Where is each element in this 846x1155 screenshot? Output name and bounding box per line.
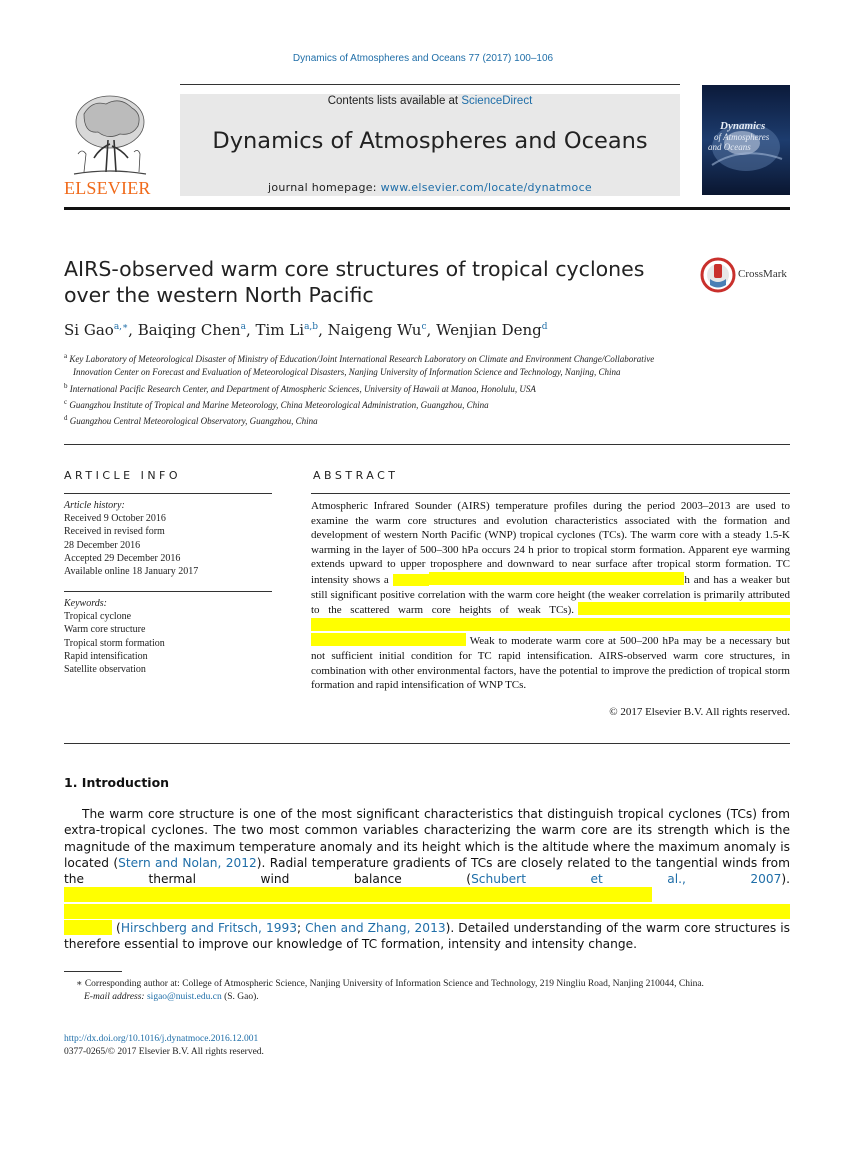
author-name: Naigeng Wu (327, 321, 422, 339)
history-item: Received 9 October 2016 (64, 513, 166, 525)
abstract-divider (311, 493, 790, 494)
article-info-heading: ARTICLE INFO (64, 469, 182, 482)
affiliation-text: Guangzhou Institute of Tropical and Marine Meteorology, China Meteorological Administration, Guangzhou, China (69, 399, 489, 410)
article-info-divider (64, 493, 272, 494)
introduction-heading: 1. Introduction (64, 775, 170, 790)
history-item: Available online 18 January 2017 (64, 566, 199, 578)
abstract-text-2: h and has a weaker but still significant positive correlation with the warm core height (the weaker correlation is primarily attributed to the scattered warm core heights of weak TCs). (311, 573, 790, 617)
cover-title-line3: and Oceans (708, 142, 751, 152)
doi-block (64, 1033, 264, 1059)
footnote-text: Corresponding author at: College of Atmospheric Science, Nanjing University of Information Science and Technology, 219 Ningliu Road, Nanjing 210044, China. (82, 979, 704, 989)
abstract-heading: ABSTRACT (313, 469, 399, 482)
doi-link[interactable]: http://dx.doi.org/10.1016/j.dynatmoce.2016.12.001 (64, 1034, 259, 1044)
email-label: E-mail address: (84, 992, 145, 1002)
affiliation-label: a (64, 352, 68, 360)
contents-available-line (180, 95, 680, 107)
keywords-label: Keywords: (64, 598, 107, 609)
elsevier-wordmark: ELSEVIER (64, 178, 151, 198)
intro-text-6: ). Detailed understanding of the warm core structures is therefore essential to improve our knowledge of TC formation, intensity and intensity change. (64, 921, 790, 952)
highlight-redaction (64, 887, 652, 902)
highlight-redaction (311, 618, 790, 631)
author-separator: , (245, 321, 256, 339)
author-name: Wenjian Deng (436, 321, 542, 339)
email-link[interactable]: sigao@nuist.edu.cn (146, 992, 222, 1002)
journal-homepage-link[interactable]: www.elsevier.com/locate/dynatmoce (380, 181, 592, 194)
cover-title-line2: of Atmospheres (714, 132, 770, 142)
affiliation-label: d (64, 414, 68, 423)
author-name: Baiqing Chen (137, 321, 241, 339)
contents-prefix: Contents lists available at (327, 95, 462, 107)
email-suffix: (S. Gao). (221, 992, 259, 1002)
journal-title: Dynamics of Atmospheres and Oceans (212, 128, 648, 154)
history-item: Accepted 29 December 2016 (64, 552, 181, 564)
intro-text-5: ; (296, 921, 306, 936)
affiliation-text: International Pacific Research Center, and Department of Atmospheric Sciences, University of Hawaii at Manoa, Honolulu, USA (69, 383, 536, 394)
highlight-redaction (578, 602, 790, 615)
keyword-item: Rapid intensification (64, 650, 148, 662)
history-item: 28 December 2016 (64, 539, 141, 551)
cover-title-line1: Dynamics (720, 120, 766, 132)
journal-cover-image (702, 85, 790, 195)
author-name: Si Gao (64, 321, 114, 339)
author-affiliation-marker[interactable]: a,∗ (113, 322, 129, 332)
sciencedirect-link[interactable]: ScienceDirect (461, 95, 533, 107)
affiliation-item (64, 412, 664, 428)
keywords-list (64, 597, 272, 676)
author-separator: , (426, 321, 437, 339)
homepage-prefix: journal homepage: (267, 181, 381, 194)
keyword-item: Tropical storm formation (64, 637, 165, 649)
corresponding-author-footnote (64, 978, 790, 1004)
affiliation-label: b (64, 381, 68, 390)
journal-homepage-line (180, 181, 680, 194)
abstract-text-1: Atmospheric Infrared Sounder (AIRS) temperature profiles during the period 2003–2013 are used to examine the warm core structures and evolution characteristics associated with the formation and development of western North Pacific (WNP) tropical cyclones (TCs). The warm core with a steady 1.5-K warming in the layer of 500–300 hPa occurs 24 h prior to tropical storm formation. Apparent eye warming extends upward to upper troposphere and downward to near surface after tropical storm formation. TC intensity shows a (311, 500, 790, 586)
citation-link[interactable]: Schubert et al., 2007 (471, 872, 782, 887)
keywords-divider (64, 591, 272, 592)
keyword-item: Warm core structure (64, 624, 146, 636)
affiliation-item (64, 350, 664, 380)
affiliation-text: Guangzhou Central Meteorological Observatory, Guangzhou, China (69, 416, 318, 427)
footnote-divider (64, 971, 122, 972)
affiliation-item (64, 396, 664, 412)
crossmark-label[interactable]: CrossMark (738, 268, 787, 280)
citation-link[interactable]: Hirschberg and Fritsch, 1993 (120, 921, 297, 936)
issn-line: 0377-0265/© 2017 Elsevier B.V. All rights reserved. (64, 1047, 264, 1057)
history-label: Article history: (64, 500, 125, 511)
affiliation-item (64, 380, 664, 396)
intro-text-4: ( (112, 921, 121, 936)
author-name: Tim Li (255, 321, 305, 339)
abstract-text-3: Weak to moderate warm core at 500–200 hPa may be a necessary but not sufficient initial condition for TC rapid intensification. AIRS-observed warm core structures, in combination with other environmental factors, have the potential to improve the prediction of tropical storm formation and rapid intensification of WNP TCs. (311, 635, 790, 692)
citation-link[interactable]: Chen and Zhang, 2013 (305, 921, 446, 936)
abstract-body (311, 499, 790, 693)
highlight-redaction (64, 920, 112, 935)
intro-text-3: ). (781, 872, 790, 887)
abstract-end-divider (64, 743, 790, 744)
author-separator: , (128, 321, 138, 339)
author-affiliation-marker[interactable]: a (240, 322, 246, 332)
history-item: Received in revised form (64, 526, 165, 538)
highlight-redaction (311, 633, 466, 646)
author-affiliation-marker[interactable]: d (541, 322, 548, 332)
crossmark-icon[interactable] (700, 257, 736, 293)
footnote-mark: ∗ (76, 979, 83, 989)
highlight-redaction (64, 904, 790, 919)
intro-text-1: The warm core structure is one of the most significant characteristics that distinguish tropical cyclones (TCs) from extra-tropical cyclones. The two most common variables characterizing the warm core are its strength which is the magnitude of the maximum temperature anomaly and its height which is the altitude where the maximum anomaly is located ( (64, 807, 790, 870)
keyword-item: Satellite observation (64, 664, 146, 676)
highlight-redaction (393, 574, 430, 586)
author-separator: , (318, 321, 328, 339)
article-title: AIRS-observed warm core structures of tropical cyclones over the western North Pacific (64, 257, 645, 307)
citation-link[interactable]: Stern and Nolan, 2012 (118, 855, 257, 870)
abstract-copyright: © 2017 Elsevier B.V. All rights reserved. (609, 706, 790, 718)
affiliation-list (64, 350, 664, 428)
journal-reference[interactable]: Dynamics of Atmospheres and Oceans 77 (2017) 100–106 (292, 53, 554, 64)
author-affiliation-marker[interactable]: a,b (304, 322, 319, 332)
author-affiliation-marker[interactable]: c (421, 322, 427, 332)
affiliation-label: c (64, 397, 68, 406)
keyword-item: Tropical cyclone (64, 611, 132, 623)
header-thick-rule (64, 207, 790, 210)
article-history (64, 499, 272, 578)
intro-text-2: ). Radial temperature gradients of TCs are closely related to the tangential winds from the thermal wind balance ( (64, 855, 790, 887)
affiliation-text: Key Laboratory of Meteorological Disaster of Ministry of Education/Joint International Research Laboratory on Climate and Environment Change/Collaborative Innovation Center on Forecast and Evaluation of Meteorological Disasters, Nanjing University of Information Science and Technology, Nanjing, China (69, 354, 655, 378)
affiliation-divider (64, 444, 790, 445)
highlight-redaction (429, 572, 684, 585)
introduction-paragraph (64, 806, 790, 953)
header-divider (180, 84, 680, 85)
author-list (64, 321, 790, 339)
